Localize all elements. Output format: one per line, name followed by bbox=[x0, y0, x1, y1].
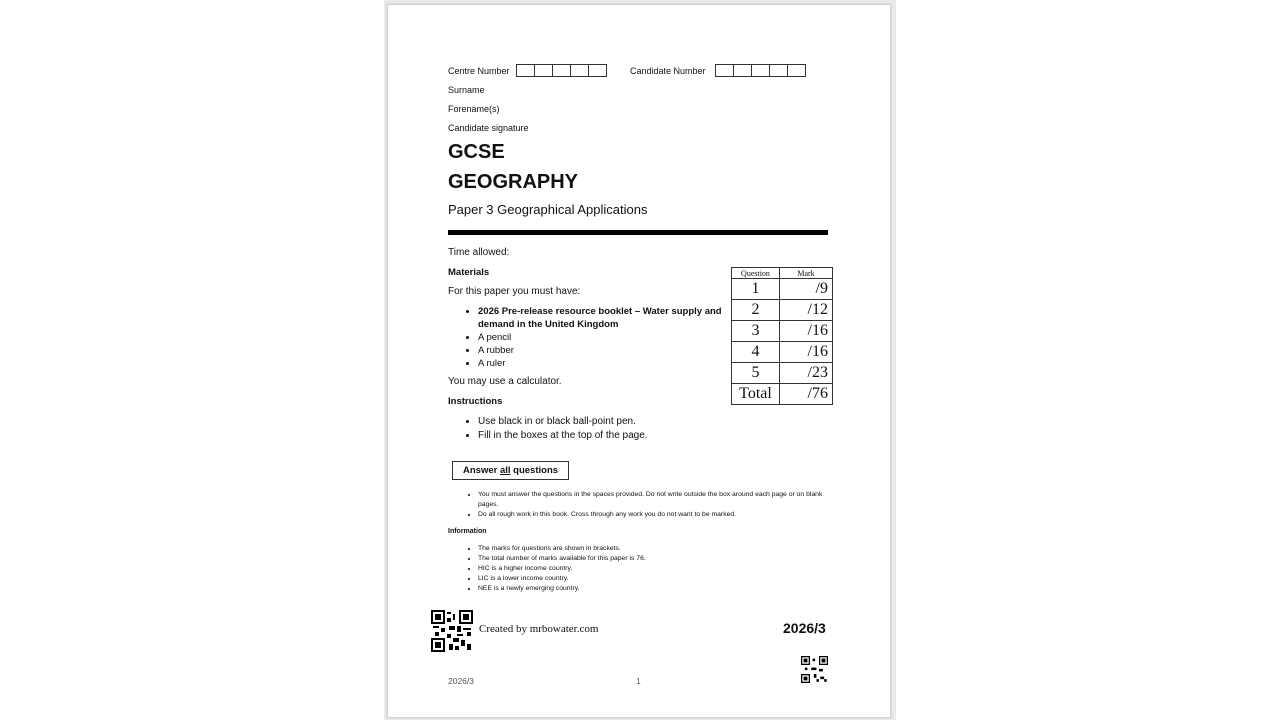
list-item: • The marks for questions are shown in brackets. bbox=[478, 544, 828, 554]
subject-title: GEOGRAPHY bbox=[448, 171, 579, 193]
answer-rules-list bbox=[448, 490, 828, 520]
mark-header: Mark bbox=[780, 268, 833, 279]
answer-all-text: questions bbox=[510, 465, 559, 476]
table-row bbox=[732, 342, 833, 363]
title-rule bbox=[448, 230, 828, 235]
digit-box[interactable] bbox=[516, 64, 534, 77]
centre-number-label: Centre Number bbox=[448, 66, 510, 76]
digit-box[interactable] bbox=[715, 64, 733, 77]
candidate-number-label: Candidate Number bbox=[630, 66, 706, 76]
answer-all-text: Answer bbox=[463, 465, 500, 476]
surname-label: Surname bbox=[448, 85, 485, 95]
materials-list bbox=[448, 305, 728, 370]
information-list bbox=[448, 544, 828, 594]
list-item: • Use black in or black ball-point pen. bbox=[478, 415, 728, 429]
page-number: 1 bbox=[636, 676, 641, 686]
table-row bbox=[732, 363, 833, 384]
instructions-list bbox=[448, 415, 728, 443]
marks-table bbox=[731, 267, 833, 405]
digit-box[interactable] bbox=[570, 64, 588, 77]
list-item: • HIC is a higher income country. bbox=[478, 564, 828, 574]
qr-code-icon bbox=[431, 610, 473, 652]
list-item: • LIC is a lower income country. bbox=[478, 574, 828, 584]
list-item: • You must answer the questions in the spaces provided. Do not write outside the box around each page or on blank pages. bbox=[478, 490, 828, 510]
list-item: • A rubber bbox=[478, 344, 728, 357]
question-header: Question bbox=[732, 268, 780, 279]
mark-cell: /12 bbox=[780, 300, 833, 321]
mark-cell: /9 bbox=[780, 279, 833, 300]
paper-title: Paper 3 Geographical Applications bbox=[448, 202, 648, 217]
time-allowed: Time allowed: bbox=[448, 247, 510, 258]
digit-box[interactable] bbox=[751, 64, 769, 77]
created-by-credit: Created by mrbowater.com bbox=[479, 623, 599, 635]
mark-cell: /16 bbox=[780, 342, 833, 363]
mark-cell: /76 bbox=[780, 384, 833, 405]
answer-all-box bbox=[452, 461, 569, 480]
centre-number-boxes[interactable] bbox=[516, 64, 607, 77]
mark-cell: /23 bbox=[780, 363, 833, 384]
digit-box[interactable] bbox=[534, 64, 552, 77]
question-cell: 5 bbox=[732, 363, 780, 384]
answer-all-emphasis: all bbox=[499, 465, 511, 476]
mark-cell: /16 bbox=[780, 321, 833, 342]
forenames-label: Forename(s) bbox=[448, 104, 500, 114]
list-item: • 2026 Pre-release resource booklet – Water supply and demand in the United Kingdom bbox=[478, 305, 728, 331]
digit-box[interactable] bbox=[733, 64, 751, 77]
table-row bbox=[732, 300, 833, 321]
materials-intro: For this paper you must have: bbox=[448, 286, 581, 297]
question-cell: 1 bbox=[732, 279, 780, 300]
table-header-row bbox=[732, 268, 833, 279]
footer-paper-code: 2026/3 bbox=[448, 676, 474, 686]
digit-box[interactable] bbox=[588, 64, 607, 77]
digit-box[interactable] bbox=[552, 64, 570, 77]
candidate-number-boxes[interactable] bbox=[715, 64, 806, 77]
paper-code: 2026/3 bbox=[783, 620, 826, 636]
question-cell: 3 bbox=[732, 321, 780, 342]
digit-box[interactable] bbox=[769, 64, 787, 77]
exam-page bbox=[387, 4, 891, 718]
table-row bbox=[732, 279, 833, 300]
qualification-title: GCSE bbox=[448, 141, 505, 163]
signature-label: Candidate signature bbox=[448, 123, 529, 133]
materials-heading: Materials bbox=[448, 267, 490, 278]
list-item: • A pencil bbox=[478, 331, 728, 344]
instructions-heading: Instructions bbox=[448, 396, 503, 407]
calculator-note: You may use a calculator. bbox=[448, 376, 562, 387]
list-item: • Fill in the boxes at the top of the page. bbox=[478, 429, 728, 443]
question-cell: 2 bbox=[732, 300, 780, 321]
table-row bbox=[732, 384, 833, 405]
digit-box[interactable] bbox=[787, 64, 806, 77]
qr-code-icon bbox=[801, 656, 828, 683]
list-item: • NEE is a newly emerging country. bbox=[478, 584, 828, 594]
table-row bbox=[732, 321, 833, 342]
list-item: • Do all rough work in this book. Cross through any work you do not want to be marked. bbox=[478, 510, 828, 520]
question-cell: Total bbox=[732, 384, 780, 405]
list-item: • The total number of marks available for this paper is 76. bbox=[478, 554, 828, 564]
question-cell: 4 bbox=[732, 342, 780, 363]
list-item: • A ruler bbox=[478, 357, 728, 370]
information-heading: Information bbox=[448, 528, 487, 535]
